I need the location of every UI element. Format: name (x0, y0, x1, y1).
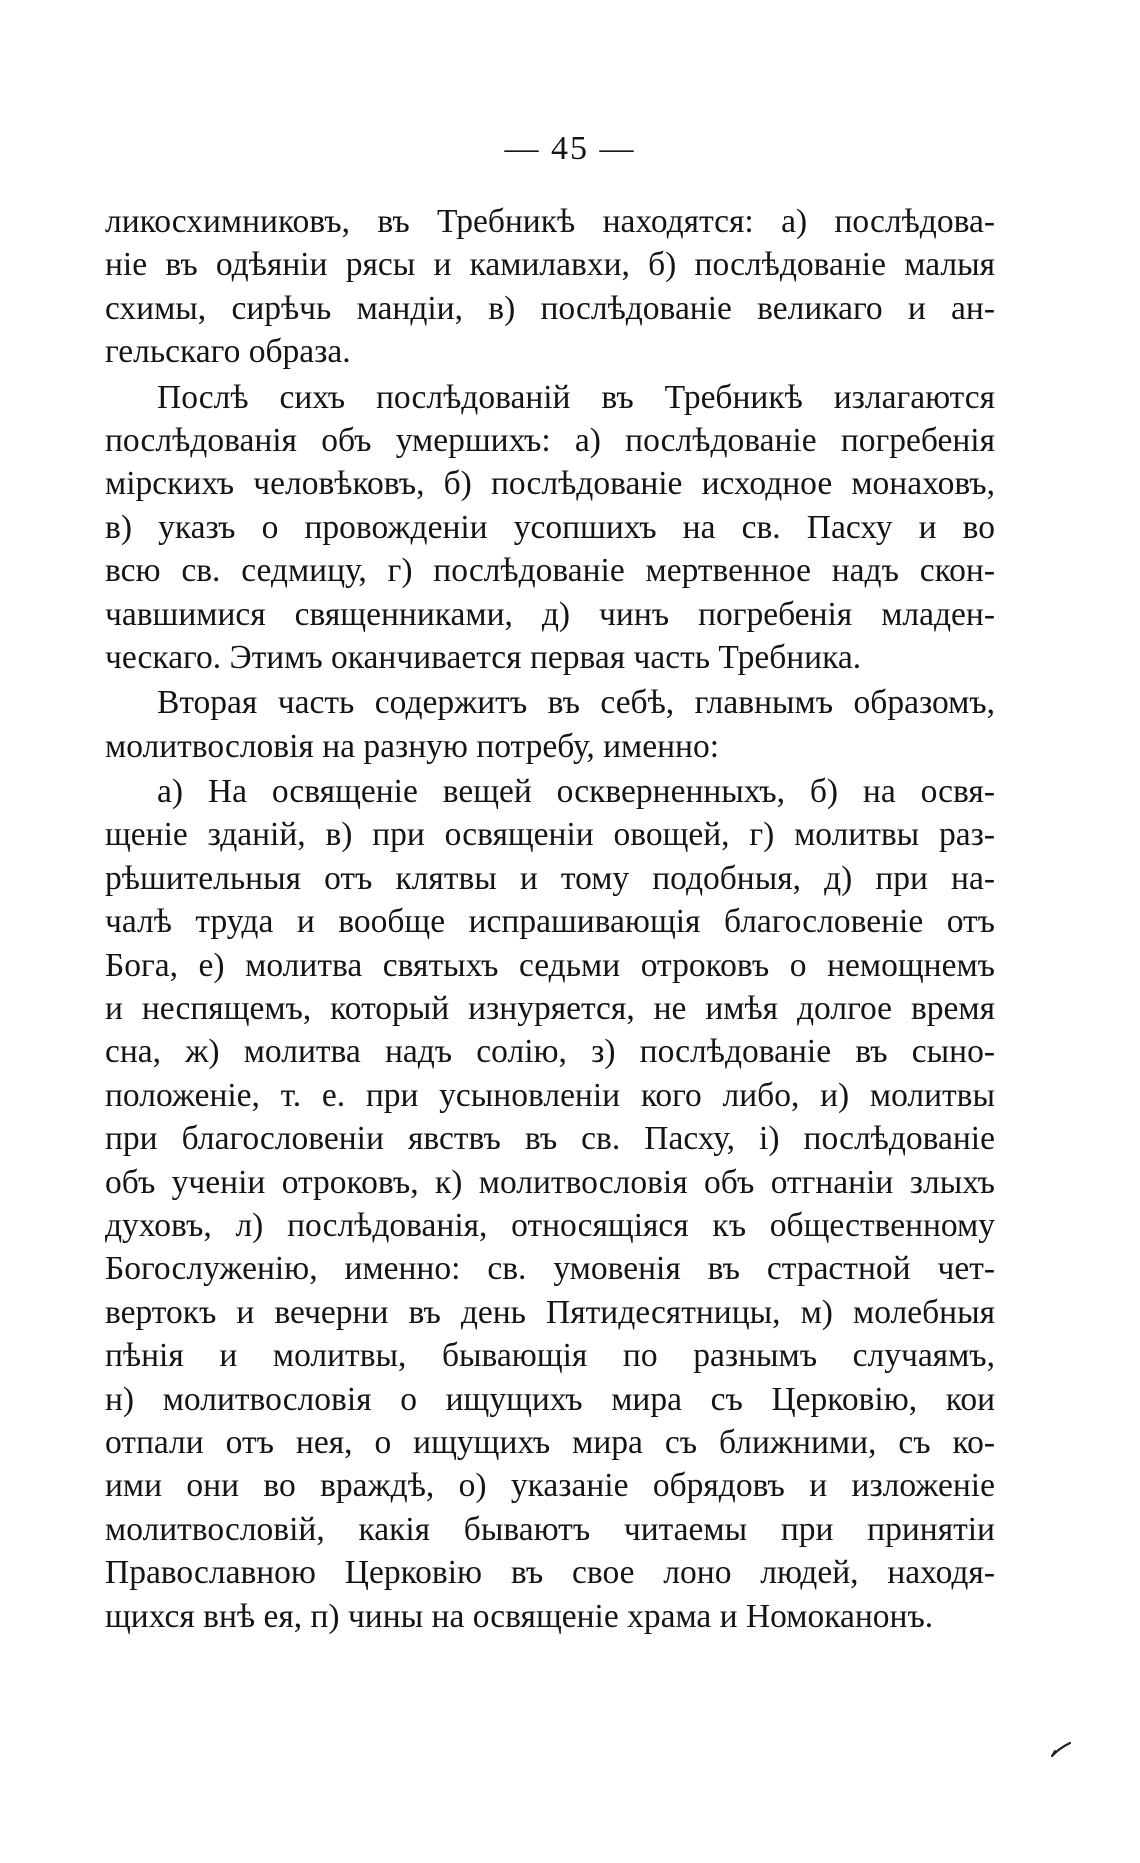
text-line: сна, ж) молитва надъ солію, з) послѣдованіе въ сыно- (105, 1033, 995, 1071)
pen-stroke-icon (1050, 1740, 1072, 1758)
page-number: — 45 — (504, 130, 636, 167)
text-line: духовъ, л) послѣдованія, относящіяся къ общественному (105, 1206, 995, 1244)
paragraph-4 (105, 770, 995, 1638)
text-line: молитвословій, какія бываютъ читаемы при принятіи (105, 1510, 995, 1548)
text-line: ликосхимниковъ, въ Требникѣ находятся: а) послѣдова- (105, 203, 995, 240)
text-line: послѣдованія объ умершихъ: а) послѣдованіе погребенія (105, 421, 995, 459)
text-line: схимы, сирѣчь мандіи, в) послѣдованіе великаго и ан- (105, 289, 995, 327)
text-line: гельскаго образа. (105, 333, 351, 371)
body-text (105, 200, 995, 1638)
text-line: отпали отъ нея, о ищущихъ мира съ ближними, съ ко- (105, 1423, 995, 1461)
paragraph-3 (105, 681, 995, 768)
text-line: н) молитвословія о ищущихъ мира съ Церковію, кои (105, 1380, 995, 1418)
text-line: Богослуженію, именно: св. умовенія въ страстной чет- (105, 1250, 995, 1288)
text-line: чалѣ труда и вообще испрашивающія благословеніе отъ (105, 903, 995, 941)
text-line: и неспящемъ, который изнуряется, не имѣя долгое время (105, 990, 995, 1028)
text-line: всю св. седмицу, г) послѣдованіе мертвенное надъ скон- (105, 552, 995, 590)
text-line: Вторая часть содержитъ въ себѣ, главнымъ образомъ, (157, 684, 995, 722)
text-line: ческаго. Этимъ оканчивается первая часть Требника. (105, 638, 862, 676)
text-line: щеніе зданій, в) при освященіи овощей, г) молитвы раз- (105, 816, 995, 854)
text-line: объ ученіи отроковъ, к) молитвословія объ отгнаніи злыхъ (105, 1163, 995, 1201)
text-line: Бога, е) молитва святыхъ седьми отроковъ о немощнемъ (105, 946, 995, 984)
text-line: пѣнія и молитвы, бывающія по разнымъ случаямъ, (105, 1337, 995, 1375)
text-line: а) На освященіе вещей оскверненныхъ, б) на освя- (157, 773, 995, 811)
paragraph-2 (105, 376, 995, 680)
text-line: ніе въ одѣяніи рясы и камилавхи, б) послѣдованіе малыя (105, 246, 995, 284)
text-line: рѣшительныя отъ клятвы и тому подобныя, д) при на- (105, 859, 995, 897)
text-line: мірскихъ человѣковъ, б) послѣдованіе исходное монаховъ, (105, 465, 995, 503)
text-line: щихся внѣ ея, п) чины на освященіе храма и Номоканонъ. (105, 1597, 934, 1635)
text-line: при благословеніи явствъ въ св. Пасху, і) послѣдованіе (105, 1120, 995, 1158)
paragraph-1 (105, 200, 995, 374)
text-line: положеніе, т. е. при усыновленіи кого либо, и) молитвы (105, 1076, 995, 1114)
text-line: вертокъ и вечерни въ день Пятидесятницы, м) молебныя (105, 1293, 995, 1331)
text-line: Православною Церковію въ свое лоно людей, находя- (105, 1554, 995, 1592)
text-line: в) указъ о провожденіи усопшихъ на св. Пасху и во (105, 508, 995, 546)
text-line: чавшимися священниками, д) чинъ погребенія младен- (105, 595, 995, 633)
text-line: Послѣ сихъ послѣдованій въ Требникѣ излагаются (157, 378, 995, 416)
text-line: молитвословія на разную потребу, именно: (105, 727, 720, 765)
text-line: ими они во враждѣ, о) указаніе обрядовъ и изложеніе (105, 1467, 995, 1505)
